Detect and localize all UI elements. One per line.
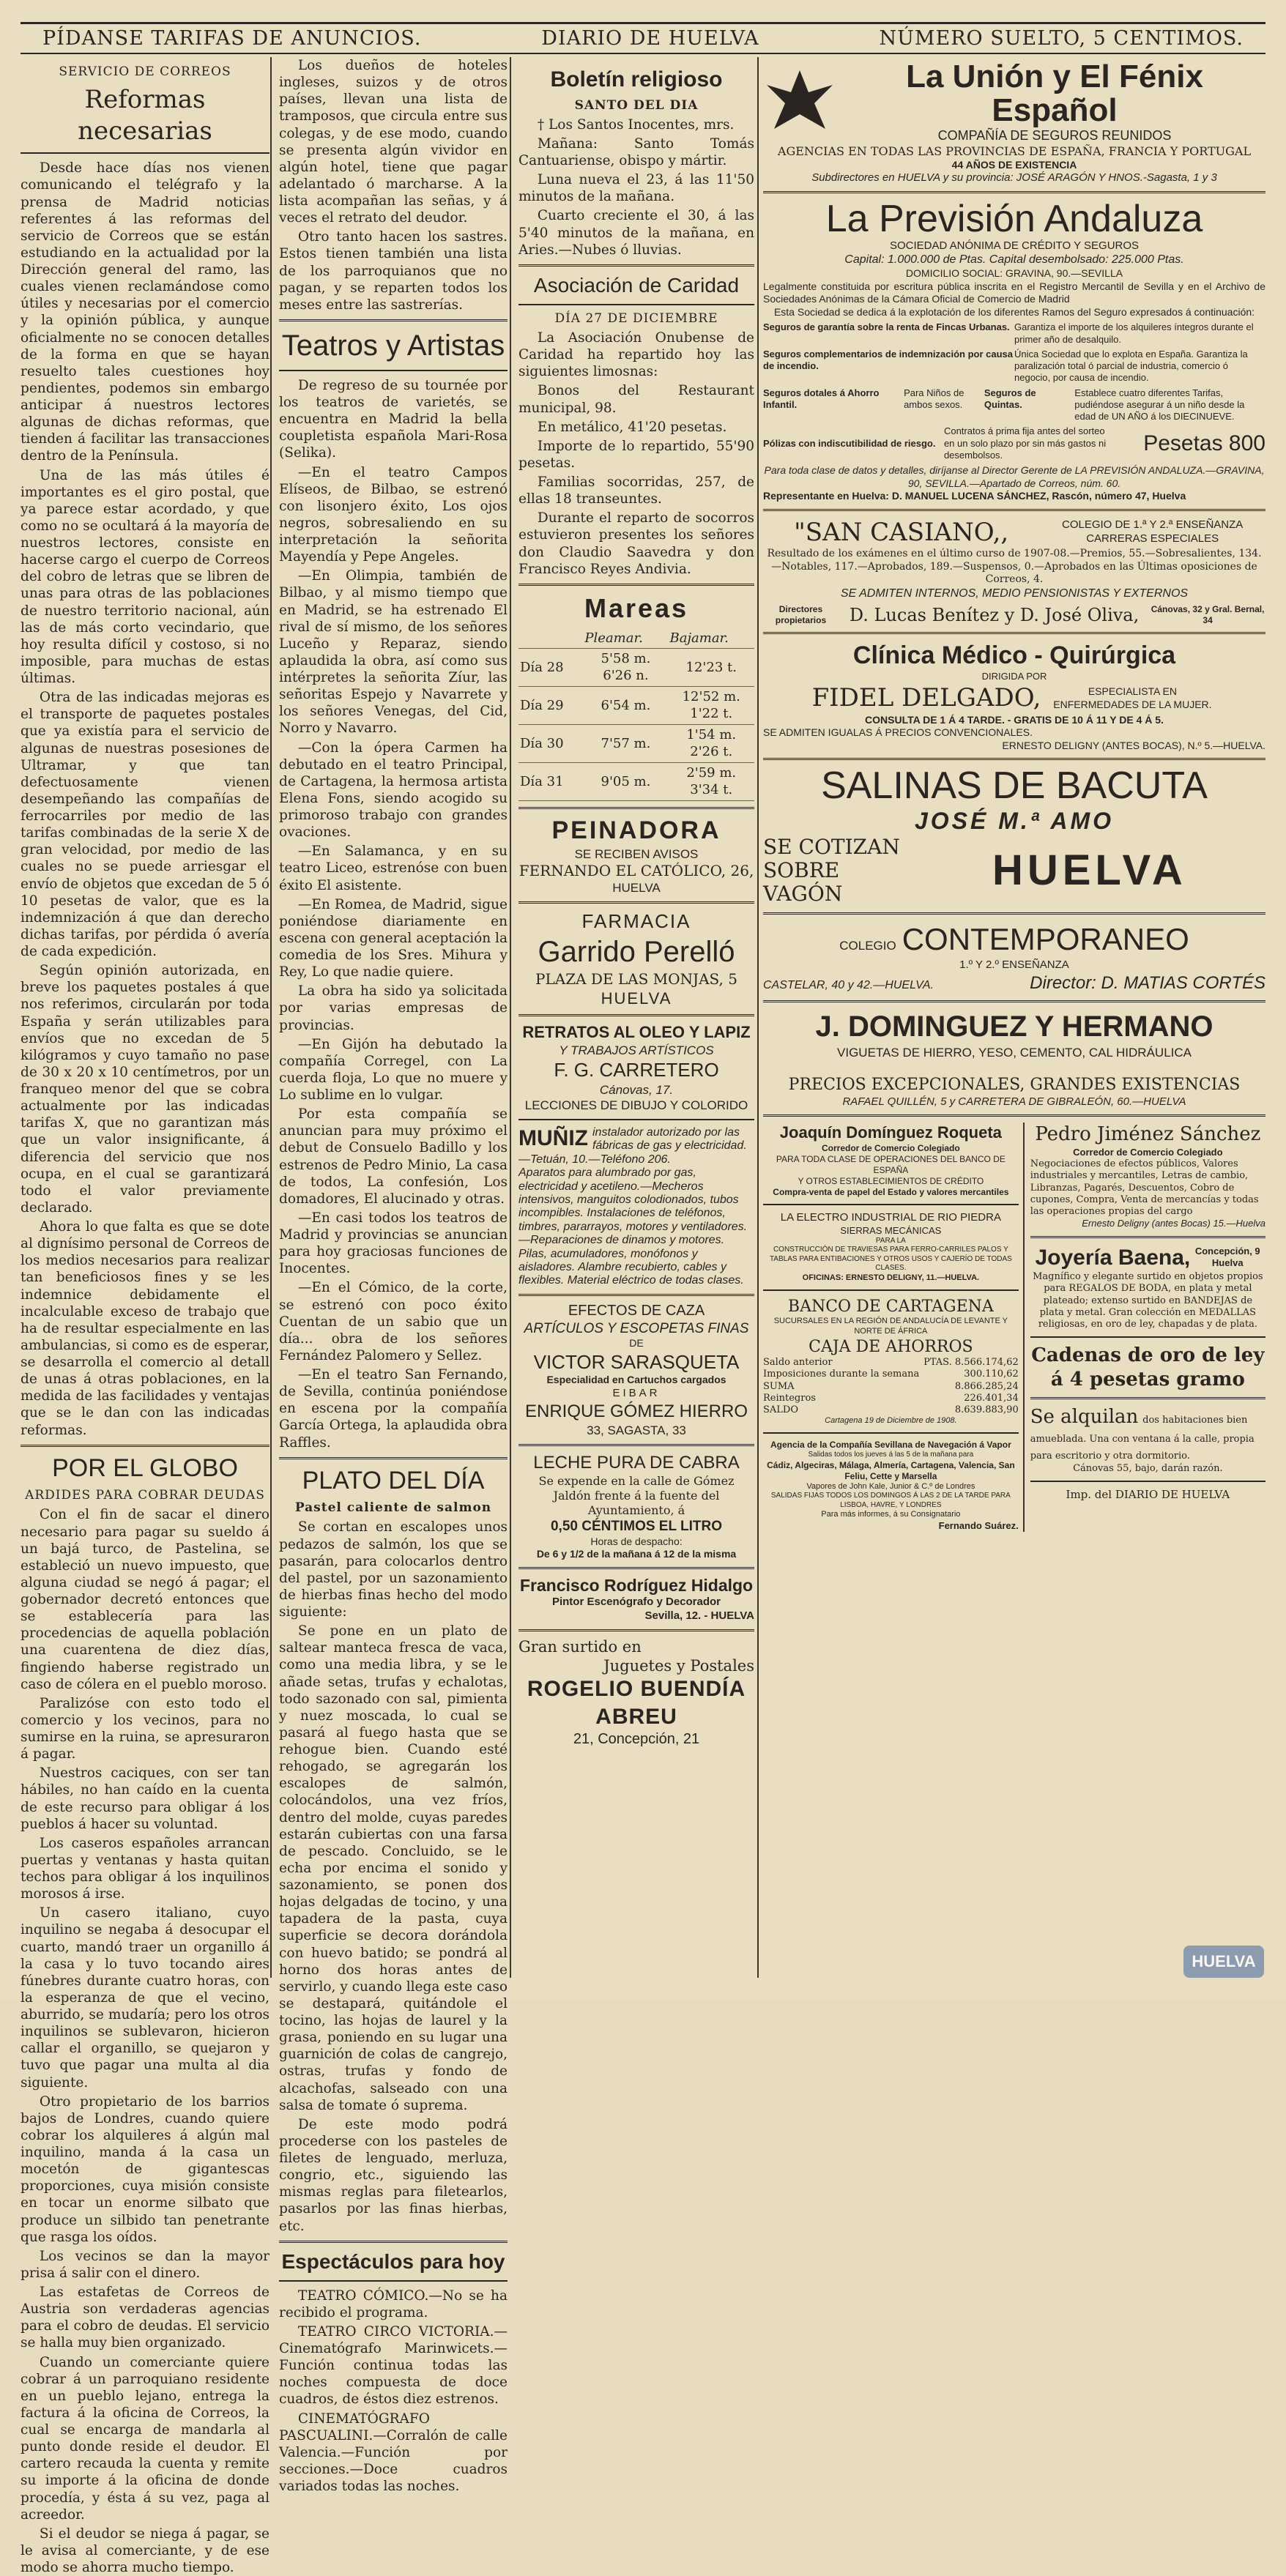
ad-line: SOBRE VAGÓN xyxy=(763,858,843,907)
bank-label: SALDO xyxy=(763,1404,799,1416)
ad-muniz xyxy=(519,1126,754,1288)
ad-line: ESPECIALISTA EN ENFERMEDADES DE LA MUJER. xyxy=(1053,685,1212,710)
article-body xyxy=(279,377,508,1451)
ad-name: ROGELIO BUENDÍA ABREU xyxy=(527,1677,746,1729)
ad-name: Director: D. MATIAS CORTÉS xyxy=(1030,972,1265,993)
ad-title: LA ELECTRO INDUSTRIAL DE RIO PIEDRA xyxy=(780,1210,1001,1224)
paragraph: Según opinión autorizada, en breve los paquetes postales á que nos referimos, circularán por toda España y serán utilizables para envíos que no excedan de 5 kilógramos y cuyo tamaño no pase de 30 x 20 x 10 centímetros, por un franqueo menor del que se cobra actualmente por las indicadas tarifas X, que no garantizan más que un valor insignificante, á diferencia del servicio que nos ocupa, en el cual se garantizará todo el valor previamente declarado. xyxy=(21,963,270,1216)
ad-line: CONSTRUCCIÓN DE TRAVIESAS PARA FERRO-CARRILES PALOS Y TABLAS PARA ENTIBACIONES Y OTROS USOS Y CAJERÍO DE TODAS CLASES. xyxy=(769,1246,1012,1273)
ad-line: EIBAR xyxy=(612,1386,661,1399)
ad-line: 21, Concepción, 21 xyxy=(573,1731,700,1748)
paragraph: La obra ha sido ya solicitada por varias empresas de provincias. xyxy=(279,983,508,1033)
ad-line: Corredor de Comercio Colegiado xyxy=(1073,1146,1223,1158)
paragraph: Las estafetas de Correos de Austria son verdaderas agencias para el cobro de deudas. El servicio se halla muy bien organizado. xyxy=(21,2285,270,2351)
tides-time: 1'54 m. 2'26 t. xyxy=(686,727,737,759)
ad-title: á 4 pesetas gramo xyxy=(1050,1368,1245,1391)
ad-line: 0,50 CÉNTIMOS EL LITRO xyxy=(550,1518,723,1534)
tides-header: Pleamar. xyxy=(584,630,643,646)
paragraph: Los caseros españoles arrancan puertas y ventanas y hasta quitan techos para obligar á los inquilinos morosos á irse. xyxy=(21,1835,270,1902)
paragraph: —En Olimpia, también de Bilbao, y al mismo tiempo que en Madrid, se ha estrenado El rival de sí mismo, de los señores Luceño y Reparaz, siendo aplaudida la obra, así como sus intérpretes la señorita Zíur, las señoritas Espejo y Navarrete y los señores Venegas, del Cid, Norro y Navarro. xyxy=(279,568,508,737)
ad-line: dos habitaciones bien amueblada. Una con ventana á la calle, propia para escritorio y otra dormitorio. xyxy=(1030,1415,1255,1462)
paragraph: Los dueños de hoteles ingleses, suizos y de otros países, llevan una lista de tramposos, que circula entre sus colegas, y de ese modo, cuando se presenta algún vividor en algún hotel, tiene que pagar adelantado ó marcharse. A la lista acompañan las señas, y á veces el retrato del deudor. xyxy=(279,58,508,226)
paragraph: —Con la ópera Carmen ha debutado en el teatro Principal, de Cartagena, la hermosa artista Elena Fons, siendo acogido su primoroso trabajo con grandes ovaciones. xyxy=(279,740,508,841)
ad-line: Esta Sociedad se dedica á la explotación de los diferentes Ramos del Seguro expresados á continuación: xyxy=(773,305,1255,318)
divider xyxy=(519,304,754,305)
article-body xyxy=(519,330,754,578)
paragraph: Ahora lo que falta es que se dote al dignísimo personal de Correos de los medios necesarios para realizar tan beneficiosos fines y se les indemnice debidamente el incalculable exceso de trabajo que ha de resultar especialmente en las ambulancias, si como es de esperar, se desarrolla el comercio al detall de unas á otras poblaciones, en la medida de las facilidades y ventajas que se le dan con las indicadas reformas. xyxy=(21,1219,270,1438)
ad-line: Juguetes y Postales xyxy=(603,1657,754,1675)
paragraph: CINEMATÓGRAFO PASCUALINI.—Corralón de calle Valencia.—Función por secciones.—Doce cuadros variados todas las noches. xyxy=(279,2411,508,2494)
ad-name: MUÑIZ xyxy=(519,1126,588,1150)
article-title: Espectáculos para hoy xyxy=(281,2249,505,2273)
paragraph: Se cortan en escalopes unos pedazos de salmón, los que se pasarán, para colocarlos dentro del pastel, por un sazonamiento de hierbas finas hecho del modo siguiente: xyxy=(279,1519,508,1620)
divider xyxy=(279,319,508,321)
divider xyxy=(519,1629,754,1631)
ad-line: Garantiza el importe de los alquileres íntegros durante el primer año de desalquilo. xyxy=(1014,321,1254,345)
ad-line: VIGUETAS DE HIERRO, YESO, CEMENTO, CAL HIDRÁULICA xyxy=(837,1045,1192,1060)
tides-row xyxy=(519,725,754,763)
paragraph: Otro tanto hacen los sastres. Estos tienen también una lista de los parroquianos que no pagan, y se reparten todos los meses entre las sastrerías. xyxy=(279,229,508,313)
ad-line: SE ADMITEN IGUALAS Á PRECIOS CONVENCIONALES. xyxy=(763,726,1033,739)
tides-time: 12'52 m. 1'22 t. xyxy=(682,689,740,721)
ad-title: EFECTOS DE CAZA xyxy=(568,1302,705,1319)
paragraph: Otro propietario de los barrios bajos de Londres, cuando quiere cobrar los alquileres á algún mal inquilino, manda á la casa un mocetón de gigantescas proporciones, cuya misión consiste en tocar un enorme silbato que produce un silbido tan penetrante que rasga los oídos. xyxy=(21,2093,270,2245)
article-title: PLATO DEL DÍA xyxy=(302,1466,485,1494)
article-subtitle: ARDIDES PARA COBRAR DEUDAS xyxy=(25,1488,265,1503)
paragraph: Bonos del Restaurant municipal, 98. xyxy=(519,383,754,416)
ad-name: VICTOR SARASQUETA xyxy=(533,1350,740,1373)
ad-line: PLAZA DE LAS MONJAS, 5 xyxy=(535,969,737,988)
bank-label: Reintegros xyxy=(763,1392,816,1404)
divider xyxy=(519,584,754,586)
ad-line: DIRIGIDA POR xyxy=(981,671,1047,682)
ad-line: Cánovas, 17. xyxy=(599,1082,674,1097)
ad-line: Única Sociedad que lo explota en España. Garantiza la paralización total ó parcial de industria, comercio ó negocio, por causa de incendio. xyxy=(1014,348,1248,384)
ad-line: Vapores de John Kale, Junior & C.º de Londres xyxy=(806,1481,975,1491)
paragraph: —En el teatro San Fernando, de Sevilla, continúa poniéndose en escena por la compañía García Ortega, la aplaudida obra Raffles. xyxy=(279,1367,508,1451)
ad-line: ERNESTO DELIGNY (ANTES BOCAS), N.º 5.—HUELVA. xyxy=(1002,739,1265,751)
ad-line: Para toda clase de datos y detalles, diríjanse al Director Gerente de LA PREVISIÓN ANDALUZA.—GRAVINA, 90, SEVILLA.—Apartado de Correos, núm. 60. xyxy=(764,464,1265,489)
ad-line: instalador autorizado por las fábricas de gas y electricidad.—Tetuán, 10.—Teléfono 206. xyxy=(519,1126,747,1166)
article-title: Boletín religioso xyxy=(550,67,723,92)
ad-peinadora xyxy=(519,815,754,896)
bank-value: 8.866.285,24 xyxy=(954,1380,1019,1392)
ad-title: La Previsión Andaluza xyxy=(825,198,1203,241)
ad-hidalgo xyxy=(519,1575,754,1623)
ad-line: SOCIEDAD ANÓNIMA DE CRÉDITO Y SEGUROS xyxy=(889,239,1140,252)
divider xyxy=(279,2280,508,2282)
paragraph: Si el deudor se niega á pagar, se le avisa al comerciante, y de ese modo se ahorra mucho tiempo. xyxy=(21,2525,270,2575)
tides-time: 9'05 m. xyxy=(601,773,651,789)
divider xyxy=(763,1000,1265,1002)
ad-name: Fernando Suárez. xyxy=(938,1520,1019,1532)
tides-day: Día 31 xyxy=(520,773,564,789)
paragraph: —En Gijón ha debutado la compañía Corregel, con La cuerda floja, Lo que no muere y Lo sublime en lo vulgar. xyxy=(279,1036,508,1103)
ad-title: RETRATOS AL OLEO Y LAPIZ xyxy=(522,1023,751,1042)
divider xyxy=(519,1119,754,1120)
printer-line: Imp. del DIARIO DE HUELVA xyxy=(1066,1488,1230,1502)
tides-time: 6'54 m. xyxy=(601,697,651,713)
ad-title: CAJA DE AHORROS xyxy=(809,1337,973,1356)
ad-line: CASTELAR, 40 y 42.—HUELVA. xyxy=(763,978,934,991)
ad-title: BANCO DE CARTAGENA xyxy=(787,1297,994,1316)
ad-line: Subdirectores en HUELVA y su provincia: JOSÉ ARAGÓN Y HNOS.-Sagasta, 1 y 3 xyxy=(811,171,1217,185)
ad-title: J. DOMINGUEZ Y HERMANO xyxy=(815,1010,1213,1043)
ad-name: F. G. CARRETERO xyxy=(554,1059,719,1081)
divider xyxy=(279,370,508,371)
ad-line: SE ADMITEN INTERNOS, MEDIO PENSIONISTAS Y EXTERNOS xyxy=(840,587,1189,600)
bank-row xyxy=(763,1357,1019,1369)
ad-line: CONSULTA DE 1 Á 4 TARDE. - GRATIS DE 10 Á 11 Y DE 4 Á 5. xyxy=(865,713,1164,726)
ad-title: Garrido Perelló xyxy=(538,935,735,968)
paragraph: Un casero italiano, cuyo inquilino se negaba á desocupar el cuarto, mandó traer un organillo á la casa y lo tuvo tocando aires fúnebres durante cuatro horas, con la esperanza de que el vecino, aburrido, se mudaría; pero los otros inquilinos se sublevaron, hicieron callar el organillo, se quejaron y tuvo que pagar una multa al dia siguiente. xyxy=(21,1905,270,2091)
ad-line: Pólizas con indiscutibilidad de riesgo. xyxy=(763,437,936,449)
ad-farmacia xyxy=(519,909,754,1008)
column-1 xyxy=(21,57,270,2575)
header-left: PÍDANSE TARIFAS DE ANUNCIOS. xyxy=(42,27,422,50)
ad-caza xyxy=(519,1302,754,1438)
paragraph: Mañana: Santo Tomás Cantuariense, obispo y mártir. xyxy=(519,135,754,168)
bank-row xyxy=(763,1404,1019,1416)
paragraph: Cuando un comerciante quiere cobrar á un parroquiano residente en un pueblo lejano, entrega la factura á la oficina de Correos, la cual se encarga de mandarla al punto donde reside el deudor. El cartero recauda la cuenta y remite su importe á la oficina de donde procedía, y ésta á su vez, paga al acreedor. xyxy=(21,2354,270,2523)
ad-line: Se expende en la calle de Gómez Jaldón frente á la fuente del Ayuntamiento, á xyxy=(538,1473,735,1517)
ad-line: Resultado de los exámenes en el último curso de 1907-08.—Premios, 55.—Sobresalientes, 134.—Notables, 117.—Aprobados, 189.—Suspensos, 0.—Aprobados en las Últimas oposiciones de Correos, 4. xyxy=(767,548,1262,586)
paragraph: TEATRO CÓMICO.—No se ha recibido el programa. xyxy=(279,2287,508,2320)
divider xyxy=(519,901,754,904)
ad-line: DOMICILIO SOCIAL: GRAVINA, 90.—SEVILLA xyxy=(905,267,1123,280)
ad-line: Legalmente constituida por escritura pública inscrita en el Registro Mercantil de Sevilla y en el Archivo de Sociedades Anónimas de la Cámara Oficial de Comercio de Madrid xyxy=(763,280,1265,305)
paragraph: —En el Cómico, de la corte, se estrenó con poco éxito Cuentan de un sabio que un día... obra de los señores Fernández Palomero y Sellez. xyxy=(279,1280,508,1363)
tides-row xyxy=(519,687,754,725)
paragraph: En metálico, 41'20 pesetas. xyxy=(537,419,727,435)
divider xyxy=(519,1294,754,1296)
divider xyxy=(519,807,754,809)
bank-label: Saldo anterior xyxy=(763,1357,833,1369)
ad-line: Horas de despacho: xyxy=(590,1535,683,1547)
ad-title: LECHE PURA DE CABRA xyxy=(533,1452,740,1473)
ad-line: Pintor Escenógrafo y Decorador xyxy=(551,1596,721,1609)
phoenix-logo-icon xyxy=(763,63,844,141)
bank-value: 226.401,34 xyxy=(964,1392,1019,1404)
divider xyxy=(279,1457,508,1459)
ad-line: PARA LA xyxy=(875,1236,906,1245)
ad-line: FARMACIA xyxy=(581,910,691,933)
ad-line: Corredor de Comercio Colegiado xyxy=(822,1142,960,1153)
ad-line: Y TRABAJOS ARTÍSTICOS xyxy=(559,1043,714,1057)
divider xyxy=(763,1114,1265,1117)
bank-row xyxy=(763,1393,1019,1404)
paragraph: —En casi todos los teatros de Madrid y provincias se anuncian para hoy graciosas funciones de Inocentes. xyxy=(279,1210,508,1277)
ad-line: COLEGIO DE 1.ª Y 2.ª ENSEÑANZA CARRERAS ESPECIALES xyxy=(1061,518,1244,545)
ad-line: SIERRAS MECÁNICAS xyxy=(840,1224,942,1236)
tides-time: 7'57 m. xyxy=(601,735,651,751)
article-subtitle: DÍA 27 DE DICIEMBRE xyxy=(554,310,718,326)
ad-line: HUELVA xyxy=(612,881,661,895)
divider xyxy=(763,1289,1019,1291)
library-stamp: HUELVA xyxy=(1183,1946,1264,1978)
divider xyxy=(763,1432,1019,1434)
divider xyxy=(21,152,270,154)
ad-name: D. Lucas Benítez y D. José Oliva, xyxy=(849,604,1140,625)
tides-row xyxy=(519,763,754,801)
ad-line: Cánovas, 32 y Gral. Bernal, 34 xyxy=(1151,603,1265,625)
divider xyxy=(279,2241,508,2243)
bank-row xyxy=(763,1369,1019,1380)
ad-name: Pedro Jiménez Sánchez xyxy=(1035,1123,1261,1146)
tides-time: 5'58 m. 6'26 n. xyxy=(601,651,651,683)
ad-name: JOSÉ M.ª AMO xyxy=(914,808,1114,835)
ad-juguetes xyxy=(519,1637,754,1749)
paragraph: La Asociación Onubense de Caridad ha repartido hoy las siguientes limosnas: xyxy=(519,330,754,380)
ad-name: Francisco Rodríguez Hidalgo xyxy=(519,1575,754,1595)
ad-title: "SAN CASIANO,, xyxy=(794,517,1009,547)
ad-line: OFICINAS: ERNESTO DELIGNY, 11.—HUELVA. xyxy=(802,1273,980,1282)
paragraph: —En Romea, de Madrid, sigue poniéndose diariamente en escena con general aceptación la comedia de los Sres. Mihura y Rey, Lo que nadie quiere. xyxy=(279,896,508,980)
article-title: Reformas necesarias xyxy=(78,85,212,146)
divider xyxy=(519,1014,754,1016)
article-body xyxy=(279,2287,508,2495)
ad-line: Seguros de garantía sobre la renta de Fincas Urbanas. xyxy=(763,321,1010,333)
article-title: Asociación de Caridad xyxy=(533,273,740,297)
ad-line: RAFAEL QUILLÉN, 5 y CARRETERA DE GIBRALEÓN, 60.—HUELVA xyxy=(842,1095,1186,1108)
ad-leche xyxy=(519,1452,754,1561)
divider xyxy=(1030,1236,1265,1238)
bank-value: PTAS. 8.566.174,62 xyxy=(923,1357,1019,1369)
ad-line: Salidas todos los jueves á las 5 de la mañana para xyxy=(808,1451,974,1459)
paragraph: Se pone en un plato de saltear manteca fresca de vaca, como una media libra, y se le añade setas, trufas y echalotas, todo sazonado con sal, pimienta y nuez moscada, lo cual se pasará al fuego hasta que se rehogue bien. Cuando esté rehogado, se agregarán los escalopes de salmón, colocándolos, una vez fríos, dentro del molde, cuyas paredes estarán cubiertas con una farsa de pescado. Concluido, se le echa por encima el sonido y sazonamiento, se ponen dos hojas delgadas de tocino, y una tapadera de la pasta, cuya superficie se decora dorándola con huevo batido; se pondrá al horno dos horas antes de servirlo, y cuando llega este caso se destapará, quitándole el tocino, las hojas de laurel y la grasa, poniendo en su lugar una guarnición de colas de cangrejo, ostras, trufas y fondo de alcachofas, salseado con una salsa de tomate ó suprema. xyxy=(279,1623,508,2113)
paragraph: Luna nueva el 23, á las 11'50 minutos de la mañana. xyxy=(519,172,754,205)
column-3 xyxy=(513,57,754,1970)
column-4 xyxy=(760,57,1265,1970)
ad-line: LECCIONES DE DIBUJO Y COLORIDO xyxy=(524,1098,748,1112)
ad-line: Para Niños de ambos sexos. xyxy=(904,387,964,410)
column-2 xyxy=(273,57,508,2494)
section-label: SERVICIO DE CORREOS xyxy=(59,64,231,79)
ad-line: Compra-venta de papel del Estado y valores mercantiles xyxy=(773,1186,1009,1197)
ad-line: 33, SAGASTA, 33 xyxy=(587,1423,686,1437)
paragraph: Durante el reparto de socorros estuvieron presentes los señores don Claudio Saavedra y don Francisco Reyes Andivia. xyxy=(519,510,754,577)
paragraph: Paralizóse con esto todo el comercio y los vecinos, para no sumirse en la ruina, se apresuraron á pagar. xyxy=(21,1695,270,1762)
tides-header: Bajamar. xyxy=(669,630,729,646)
tides-day: Día 30 xyxy=(520,735,564,751)
column-rule xyxy=(757,57,759,1978)
article-title: Mareas xyxy=(584,592,689,623)
paragraph: De este modo podrá procederse con los pasteles de filetes de lenguado, merluza, congrio, etc., siguiendo las mismas reglas para filetearlos, pasarlos por las finas hierbas, etc. xyxy=(279,2116,508,2234)
article-title: Teatros y Artistas xyxy=(281,329,505,362)
ad-line: Ernesto Deligny (antes Bocas) 15.—Huelva xyxy=(1082,1218,1265,1229)
ad-dominguez xyxy=(763,1008,1265,1109)
divider xyxy=(1030,1336,1265,1338)
ad-title: Agencia de la Compañía Sevillana de Navegación á Vapor xyxy=(770,1440,1011,1451)
paragraph: Los vecinos se dan la mayor prisa á salir con el dinero. xyxy=(21,2248,270,2281)
article-body xyxy=(21,160,270,1438)
divider xyxy=(763,1204,1019,1205)
ad-line: ARTÍCULOS Y ESCOPETAS FINAS xyxy=(524,1320,749,1336)
ad-line: Magnífico y elegante surtido en objetos propios para REGALOS DE BODA, en plata y metal plateado; extenso surtido en BANDEJAS de plata y metal. Gran colección en MEDALLAS religiosas, en oro de ley, chapadas y de plata. xyxy=(1033,1271,1263,1330)
bank-label: Imposiciones durante la semana xyxy=(763,1369,920,1380)
divider xyxy=(763,509,1265,511)
divider xyxy=(1030,1481,1265,1482)
ad-line: Seguros de Quintas. xyxy=(984,387,1036,410)
ad-line: Y OTROS ESTABLECIMIENTOS DE CRÉDITO xyxy=(798,1175,984,1186)
paragraph: Cuarto creciente el 30, á las 5'40 minutos de la mañana, en Aries.—Nubes ó lluvias. xyxy=(519,208,754,258)
paragraph: Con el fin de sacar el dinero necesario para pagar su sueldo á un bajá turco, de Pastelina, se estableció un nuevo impuesto, que alguna ciudad se negó á pagar; el gobernador decretó entonces que se establecería para las procedencias de aquella población una cuarentena de diez días, fingiendo haberse registrado un caso de cólera en el pueblo moroso. xyxy=(21,1507,270,1692)
ad-title: PEINADORA xyxy=(551,816,721,845)
ad-line: De 6 y 1/2 de la mañana á 12 de la misma xyxy=(536,1548,737,1560)
paragraph: —En Salamanca, y en su teatro Liceo, estrenóse con buen éxito El asistente. xyxy=(279,844,508,893)
bank-label: SUMA xyxy=(763,1380,795,1392)
ad-line: SE COTIZAN xyxy=(763,835,900,860)
header-center: DIARIO DE HUELVA xyxy=(541,27,759,50)
ad-line: Cádiz, Algeciras, Málaga, Almería, Cartagena, Valencia, San Feliu, Cette y Marsella xyxy=(767,1459,1015,1481)
bank-row xyxy=(763,1381,1019,1393)
article-body xyxy=(519,116,754,258)
ad-salinas xyxy=(763,766,1265,906)
ad-line: COMPAÑÍA DE SEGUROS REUNIDOS xyxy=(937,128,1172,144)
ad-title: SALINAS DE BACUTA xyxy=(821,764,1208,808)
ad-line: Directores propietarios xyxy=(775,603,827,625)
ad-name: Joaquín Domínguez Roqueta xyxy=(779,1123,1002,1142)
ad-line: Para más informes, á su Consignatario xyxy=(821,1510,961,1519)
ad-line: Representante en Huelva: D. MANUEL LUCENA SÁNCHEZ, Rascón, número 47, Huelva xyxy=(763,490,1186,502)
ad-line: Sevilla, 12. - HUELVA xyxy=(644,1609,754,1623)
divider xyxy=(1030,1397,1265,1399)
tides-table xyxy=(519,629,754,802)
tides-day: Día 29 xyxy=(520,697,564,713)
ad-contemporaneo xyxy=(763,920,1265,994)
article-subtitle: SANTO DEL DIA xyxy=(574,97,699,113)
ad-line: Seguros dotales á Ahorro Infantil. xyxy=(763,387,880,410)
masthead xyxy=(21,22,1265,54)
column-rule xyxy=(510,57,511,1978)
ad-line: PRECIOS EXCEPCIONALES, GRANDES EXISTENCIAS xyxy=(788,1076,1241,1095)
ad-line: FERNANDO EL CATÓLICO, 26, xyxy=(519,862,754,879)
ad-line: 1.º Y 2.º ENSEÑANZA xyxy=(959,958,1069,972)
ad-line: HUELVA xyxy=(601,989,672,1008)
ad-name: ENRIQUE GÓMEZ HIERRO xyxy=(524,1401,748,1421)
paragraph: Una de las más útiles é importantes es el giro postal, que ya parece estar acordado, y que como no se ocultará á la mayoría de nuestros lectores, consiste en hacerse cargo el cuerpo de Correos del cobro de letras que se libren de unas para otras de las poblaciones de nuestro territorio nacional, aún las de más corto vecindario, que hoy resulta difícil y costoso, si no imposible, para muchas de estas últimas. xyxy=(21,467,270,686)
divider xyxy=(519,264,754,267)
ad-line: SALIDAS FIJAS TODOS LOS DOMINGOS Á LAS 2 DE LA TARDE PARA LISBOA, HAVRE, Y LONDRES xyxy=(770,1492,1011,1509)
ad-line: Establece cuatro diferentes Tarifas, pudiéndose asegurar á un niño desde la edad de UN AÑO á los DIECINUEVE. xyxy=(1074,387,1245,422)
ad-clinica xyxy=(763,640,1265,753)
ad-line: Seguros complementarios de indemnización por causa de incendio. xyxy=(763,348,1013,372)
ad-line: SUCURSALES EN LA REGIÓN DE ANDALUCÍA DE LEVANTE Y NORTE DE ÁFRICA xyxy=(773,1317,1008,1336)
ad-line: Cánovas 55, bajo, darán razón. xyxy=(1073,1463,1223,1475)
ad-title: Se alquilan xyxy=(1030,1406,1139,1429)
tides-row xyxy=(519,649,754,687)
divider xyxy=(763,632,1265,634)
divider xyxy=(519,1567,754,1569)
divider xyxy=(519,1444,754,1446)
bank-table xyxy=(763,1357,1019,1416)
paragraph: De regreso de su tournée por los teatros de varietés, se encuentra en Madrid la bella coupletista española Mari-Rosa (Selika). xyxy=(279,377,508,461)
ad-line: Concepción, 9 Huelva xyxy=(1194,1246,1260,1269)
paragraph: Otra de las indicadas mejoras es el transporte de paquetes postales que ya existía para el servicio de algunas de nuestras posesiones de Ultramar, y que tan defectuosamente vienen desempeñando las compañías de ferrocarriles por medio de las tarifas combinadas de la serie X de gran velocidad, por medio de las cuales no se puede arriesgar el envío de objetos que excedan de 5 ó 10 pesetas de valor, que es la indemnización á que dan derecho dichas tarifas, por pérdida ó avería de cada expedición. xyxy=(21,690,270,959)
ad-line: SE RECIBEN AVISOS xyxy=(574,846,699,861)
ad-san-casiano xyxy=(763,517,1265,626)
column-rule xyxy=(270,57,272,1978)
ad-title: La Unión y El Fénix Español xyxy=(906,59,1203,129)
ad-name: FIDEL DELGADO, xyxy=(811,683,1041,713)
article-body xyxy=(21,1506,270,2576)
ad-line: Gran surtido en xyxy=(519,1637,642,1656)
ad-title: Cadenas de oro de ley xyxy=(1031,1344,1265,1367)
paragraph: Importe de lo repartido, 55'90 pesetas. xyxy=(519,438,754,471)
tides-time: 12'23 t. xyxy=(685,659,737,675)
tides-day: Día 28 xyxy=(520,659,564,675)
ad-union-fenix xyxy=(763,60,1265,144)
ad-retratos xyxy=(519,1022,754,1113)
article-subtitle: Pastel caliente de salmon xyxy=(294,1500,492,1516)
ad-line: DE xyxy=(629,1337,644,1350)
tides-time: 2'59 m. 3'34 t. xyxy=(686,765,737,797)
ad-prevision xyxy=(763,199,1265,503)
paragraph: —En el teatro Campos Elíseos, de Bilbao, se estrenó con lisonjero éxito, Los ojos negros, sobresaliendo en su interpretación la señorita Mayendía y Pepe Angeles. xyxy=(279,464,508,565)
paragraph: Familias socorridas, 257, de ellas 18 transeuntes. xyxy=(519,474,754,507)
ad-name: Joyería Baena, xyxy=(1035,1245,1191,1270)
divider xyxy=(763,191,1265,193)
paragraph: Desde hace días nos vienen comunicando el telégrafo y la prensa de Madrid noticias referentes á las reformas del servicio de Correos que se están estudiando en la actualidad por la Dirección general del ramo, las cuales vienen reclamándose como útiles y necesarias por el comercio y la opinión pública, y aunque oficialmente no se conocen detalles de la forma en que se hayan resuelto tales cuestiones hoy pendientes, podemos sin embargo anticipar á nuestros lectores algunas de dichas reformas, que tienden á facilitar las transacciones dentro de la Península. xyxy=(21,160,270,464)
ad-price: Pesetas 800 xyxy=(1143,431,1265,456)
ad-title: Clínica Médico - Quirúrgica xyxy=(852,641,1176,669)
ad-line: Contratos á prima fija antes del sorteo en un solo plazo por sin más gastos ni desembolsos. xyxy=(943,425,1107,461)
header-right: NÚMERO SUELTO, 5 CENTIMOS. xyxy=(879,27,1244,50)
ad-title: HUELVA xyxy=(992,846,1187,895)
bank-value: 8.639.883,90 xyxy=(954,1404,1019,1416)
article-body xyxy=(279,57,508,313)
ad-line: COLEGIO xyxy=(839,938,896,953)
paragraph: † Los Santos Inocentes, mrs. xyxy=(537,116,735,133)
paragraph: Por esta compañía se anuncian para muy próximo el debut de Consuelo Badillo y los estrenos de Pedro Minio, La casa de todos, La confesión, Los domadores, El alucinado y otras. xyxy=(279,1106,508,1207)
article-title: POR EL GLOBO xyxy=(52,1453,238,1482)
ad-line: 44 AÑOS DE EXISTENCIA xyxy=(951,158,1077,171)
ad-line: AGENCIAS EN TODAS LAS PROVINCIAS DE ESPAÑA, FRANCIA Y PORTUGAL xyxy=(777,144,1252,158)
ad-line: Negociaciones de efectos públicos, Valores industriales y mercantiles, Letras de cambio, Libranzas, Pagarés, Descuentos, Cobro de cupones, Compra, Venta de mercancías y todas las operaciones propias del cargo xyxy=(1030,1158,1259,1218)
ad-line: PARA TODA CLASE DE OPERACIONES DEL BANCO DE ESPAÑA xyxy=(776,1153,1006,1175)
divider xyxy=(763,912,1265,915)
article-body xyxy=(279,1519,508,2234)
ad-line: Cartagena 19 de Diciembre de 1908. xyxy=(825,1416,957,1426)
ad-line: Especialidad en Cartuchos cargados xyxy=(546,1374,726,1386)
divider xyxy=(763,758,1265,760)
paragraph: Nuestros caciques, con ser tan hábiles, no han caído en la cuenta de este recurso para obligar á los pueblos á hacer su voluntad. xyxy=(21,1765,270,1832)
ad-line: Capital: 1.000.000 de Ptas. Capital desembolsado: 225.000 Ptas. xyxy=(844,253,1184,267)
ad-line: Aparatos para alumbrado por gas, electricidad y acetileno.—Mecheros intensivos, manguitos colodionados, tubos incompibles. Instalaciones de teléfonos, timbres, pararrayos, motores y ventiladores.—Reparaciones de dinamos y motores. Pilas, acumuladores, monófonos y aisladores. Alambre recubierto, cables y flexibles. Material eléctrico de todas clases. xyxy=(519,1166,748,1287)
bottom-ads-row xyxy=(763,1123,1265,1532)
paragraph: TEATRO CIRCO VICTORIA.—Cinematógrafo Marinwicets.—Función continua todas las noches compuesta de doce cuadros, de éstos diez estrenos. xyxy=(279,2323,508,2408)
divider xyxy=(21,1445,270,1447)
ad-title: CONTEMPORANEO xyxy=(902,921,1189,956)
bank-value: 300.110,62 xyxy=(964,1369,1019,1380)
